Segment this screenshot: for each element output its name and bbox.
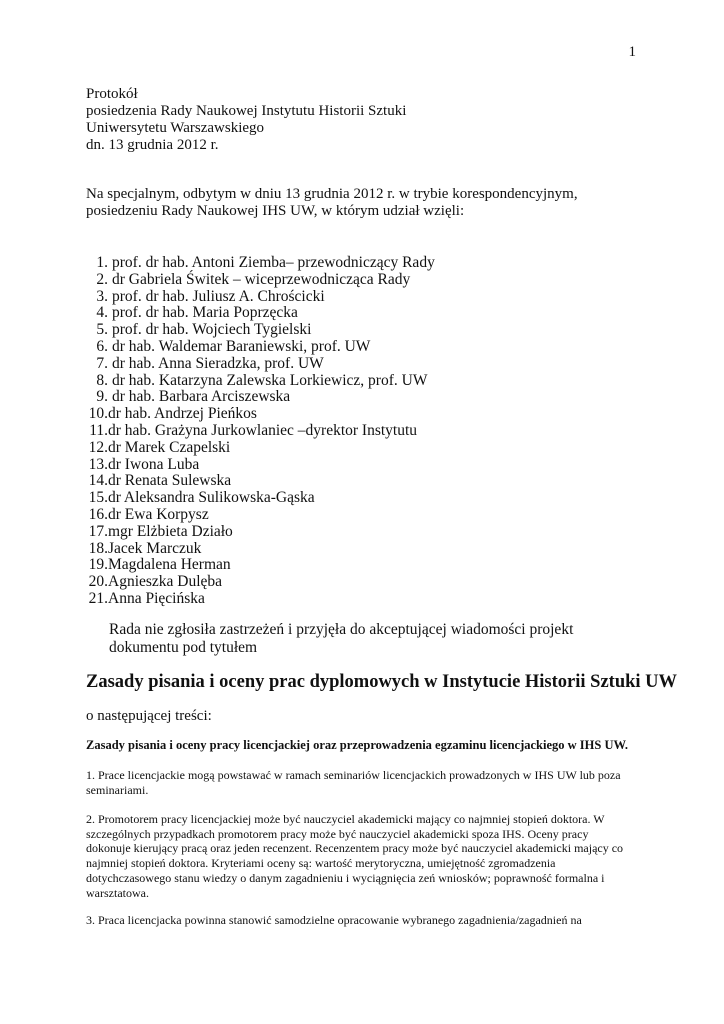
member-item xyxy=(86,339,435,356)
page-number: 1 xyxy=(628,44,636,60)
member-item xyxy=(86,255,435,272)
member-name: dr hab. Anna Sieradzka, prof. UW xyxy=(112,354,324,372)
member-number: 9. xyxy=(96,388,108,406)
member-number: 17. xyxy=(88,522,108,540)
member-number: 1. xyxy=(96,254,108,271)
member-item xyxy=(86,289,435,306)
member-number: 20. xyxy=(88,573,108,591)
member-number: 8. xyxy=(96,371,108,389)
member-item xyxy=(86,457,435,474)
paragraph: 2. Promotorem pracy licencjackiej może być nauczyciel akademicki mający co najmniej stopień doktora. W szczególnych przypadkach promotorem pracy może być nauczyciel akademicki spoza IHS. Oceny pracy dokonuje kierujący pracą oraz jeden recenzent. Recenzentem pracy może być nauczyciel akademicki mający co najmniej stopień doktora. Kryteriami oceny są: wartość merytoryczna, umiejętność zgromadzenia dotychczasowego stanu wiedzy o danym zagadnieniu i wyciągnięcia zeń wniosków; poprawność formalna i warsztatowa. xyxy=(86,812,624,900)
member-number: 5. xyxy=(96,321,108,339)
member-number: 6. xyxy=(96,337,108,355)
member-name: prof. dr hab. Antoni Ziemba– przewodniczący Rady xyxy=(112,254,435,271)
header-line: posiedzenia Rady Naukowej Instytutu Historii Sztuki xyxy=(86,103,407,119)
member-name: mgr Elżbieta Działo xyxy=(108,522,233,540)
member-number: 10. xyxy=(88,405,108,423)
member-name: dr Iwona Luba xyxy=(108,455,200,473)
member-name: dr hab. Waldemar Baraniewski, prof. UW xyxy=(112,337,371,355)
header-line: Protokół xyxy=(86,86,138,102)
member-name: dr Renata Sulewska xyxy=(108,472,232,490)
member-item xyxy=(86,541,435,558)
member-item xyxy=(86,440,435,457)
member-name: dr hab. Katarzyna Zalewska Lorkiewicz, prof. UW xyxy=(112,371,428,389)
member-number: 12. xyxy=(88,438,108,456)
member-number: 19. xyxy=(88,556,108,574)
members-list xyxy=(86,255,435,608)
member-number: 13. xyxy=(88,455,108,473)
member-name: Jacek Marczuk xyxy=(108,539,202,557)
member-number: 7. xyxy=(96,354,108,372)
protocol-header xyxy=(86,86,406,154)
member-name: dr Marek Czapelski xyxy=(108,438,231,456)
member-name: dr hab. Andrzej Pieńkos xyxy=(108,405,257,423)
member-item xyxy=(86,524,435,541)
council-statement: Rada nie zgłosiła zastrzeżeń i przyjęła do akceptującej wiadomości projekt dokumentu pod tytułem xyxy=(109,621,574,656)
member-number: 21. xyxy=(88,589,108,607)
member-item xyxy=(86,423,435,440)
member-name: dr Aleksandra Sulikowska-Gąska xyxy=(108,489,315,507)
following-content-label: o następującej treści: xyxy=(86,708,212,724)
member-item xyxy=(86,490,435,507)
header-line: dn. 13 grudnia 2012 r. xyxy=(86,137,219,153)
member-item xyxy=(86,322,435,339)
member-name: dr Ewa Korpysz xyxy=(108,505,209,523)
member-number: 3. xyxy=(96,287,108,305)
intro-paragraph: Na specjalnym, odbytym w dniu 13 grudnia 2012 r. w trybie korespondencyjnym, posiedzeniu Rady Naukowej IHS UW, w którym udział wzięli: xyxy=(86,186,578,219)
member-item xyxy=(86,507,435,524)
member-item xyxy=(86,305,435,322)
member-number: 4. xyxy=(96,304,108,322)
document-title: Zasady pisania i oceny prac dyplomowych w Instytucie Historii Sztuki UW xyxy=(86,672,678,692)
member-item xyxy=(86,473,435,490)
member-item xyxy=(86,591,435,608)
member-name: prof. dr hab. Juliusz A. Chrościcki xyxy=(112,287,325,305)
member-number: 2. xyxy=(96,270,108,288)
member-item xyxy=(86,272,435,289)
member-name: Magdalena Herman xyxy=(108,556,231,574)
member-name: prof. dr hab. Wojciech Tygielski xyxy=(112,321,312,339)
member-name: dr hab. Grażyna Jurkowlaniec –dyrektor Instytutu xyxy=(108,421,418,439)
paragraph: 3. Praca licencjacka powinna stanowić samodzielne opracowanie wybranego zagadnienia/zagadnień na xyxy=(86,913,582,927)
member-item xyxy=(86,557,435,574)
member-item xyxy=(86,574,435,591)
member-item xyxy=(86,406,435,423)
member-number: 18. xyxy=(88,539,108,557)
member-number: 15. xyxy=(88,489,108,507)
member-item xyxy=(86,389,435,406)
header-line: Uniwersytetu Warszawskiego xyxy=(86,120,265,136)
member-number: 11. xyxy=(89,421,108,439)
member-number: 14. xyxy=(88,472,108,490)
member-item xyxy=(86,373,435,390)
paragraph: 1. Prace licencjackie mogą powstawać w ramach seminariów licencjackich prowadzonych w IHS UW lub poza seminariami. xyxy=(86,768,621,797)
section-title: Zasady pisania i oceny pracy licencjackiej oraz przeprowadzenia egzaminu licencjackiego w IHS UW. xyxy=(86,738,628,752)
member-name: prof. dr hab. Maria Poprzęcka xyxy=(112,304,298,322)
member-name: Agnieszka Dulęba xyxy=(108,573,223,591)
member-name: dr hab. Barbara Arciszewska xyxy=(112,388,291,406)
member-item xyxy=(86,356,435,373)
member-number: 16. xyxy=(88,505,108,523)
member-name: Anna Pięcińska xyxy=(108,589,205,607)
member-name: dr Gabriela Świtek – wiceprzewodnicząca Rady xyxy=(112,270,411,288)
